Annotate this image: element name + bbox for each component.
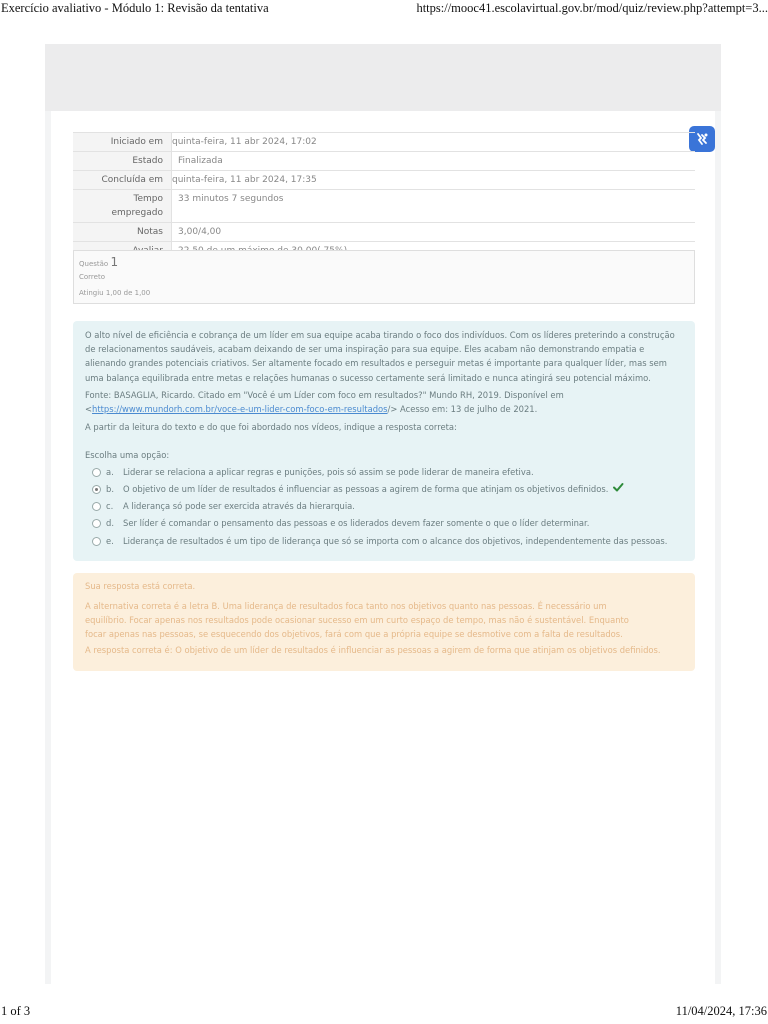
question-prompt: A partir da leitura do texto e do que foi abordado nos vídeos, indique a resposta correta: <box>85 422 457 432</box>
page-header-area <box>45 44 721 111</box>
option-letter: d. <box>106 518 114 528</box>
radio-button[interactable] <box>92 519 101 528</box>
option-letter: a. <box>106 467 114 477</box>
answer-feedback <box>73 573 695 671</box>
source-suffix: /> Acesso em: 13 de julho de 2021. <box>387 403 538 414</box>
radio-button[interactable] <box>92 537 101 546</box>
source-link[interactable]: https://www.mundorh.com.br/voce-e-um-lider-com-foco-em-resultados <box>92 403 388 414</box>
feedback-explanation: A alternativa correta é a letra B. Uma liderança de resultados foca tanto nos objetivos quanto nas pessoas. É necessário um equilíbrio. Focar apenas nos resultados pode ocasionar sucesso em um curto espaço de tempo, mas não é sustentável. Enquanto focar apenas nas pessoas, se esquecendo dos objetivos, fará com que a própria equipe se desmotive com a falta de resultados. <box>85 601 629 639</box>
summary-row-marks <box>73 223 695 242</box>
summary-row-state <box>73 152 695 171</box>
summary-value: quinta-feira, 11 abr 2024, 17:35 <box>172 171 696 190</box>
option-text: A liderança só pode ser exercida através da hierarquia. <box>123 501 355 511</box>
source-prefix: Fonte: BASAGLIA, Ricardo. Citado em "Você é um Líder com foco em resultados?" Mundo RH, 2019. Disponível em < <box>85 390 564 414</box>
question-label: Questão <box>79 260 109 268</box>
summary-value: quinta-feira, 11 abr 2024, 17:02 <box>172 133 696 152</box>
option-text: Liderança de resultados é um tipo de liderança que só se importa com o alcance dos objetivos, independentemente das pessoas. <box>123 536 668 546</box>
option-letter: c. <box>106 501 114 511</box>
print-page-title: Exercício avaliativo - Módulo 1: Revisão da tentativa <box>1 1 269 15</box>
question-grade: Atingiu 1,00 de 1,00 <box>79 289 151 297</box>
summary-value: 3,00/4,00 <box>172 223 696 242</box>
summary-label: Estado <box>73 152 172 171</box>
choose-option-label: Escolha uma opção: <box>85 450 170 460</box>
check-icon <box>612 481 624 493</box>
question-source <box>85 389 675 416</box>
answer-option-c[interactable] <box>92 501 682 515</box>
question-number-value: 1 <box>110 255 119 269</box>
question-content <box>73 321 695 561</box>
option-letter: b. <box>106 484 114 494</box>
feedback-correct-answer: A resposta correta é: O objetivo de um líder de resultados é influenciar as pessoas a agirem de forma que atinjam os objetivos definidos. <box>85 645 661 655</box>
answer-option-b[interactable] <box>92 484 682 498</box>
print-footer <box>0 1004 768 1024</box>
summary-label-line: Tempo <box>133 194 163 204</box>
print-page-url: https://mooc41.escolavirtual.gov.br/mod/quiz/review.php?attempt=3... <box>416 1 768 15</box>
option-text: Ser líder é comandar o pensamento das pessoas e os liderados devem fazer somente o que o líder determinar. <box>123 518 590 528</box>
summary-value: 33 minutos 7 segundos <box>172 190 696 223</box>
option-text: O objetivo de um líder de resultados é influenciar as pessoas a agirem de forma que atinjam os objetivos definidos. <box>123 484 609 494</box>
summary-row-started <box>73 133 695 152</box>
summary-label: Notas <box>73 223 172 242</box>
feedback-status: Sua resposta está correta. <box>85 581 196 591</box>
summary-label: Iniciado em <box>73 133 172 152</box>
summary-label <box>73 190 172 223</box>
print-page-number: 1 of 3 <box>1 1004 31 1018</box>
print-header <box>0 0 768 18</box>
answer-option-d[interactable] <box>92 518 682 532</box>
question-number <box>79 255 118 269</box>
radio-button-selected[interactable] <box>92 485 101 494</box>
print-datetime: 11/04/2024, 17:36 <box>675 1004 767 1018</box>
attempt-summary-table <box>73 132 695 261</box>
question-paragraph: O alto nível de eficiência e cobrança de um líder em sua equipe acaba tirando o foco dos indivíduos. Com os líderes preterindo a construção de relacionamentos saudáveis, acabam deixando de ser uma inspiração para sua equipe. Eles acabam não demonstrando empatia e alienando grandes potenciais criativos. Ser altamente focado em resultados e perseguir metas é importante para qualquer líder, mas sem uma balança equilibrada entre metas e relações humanas o sucesso certamente será limitado e nunca atingirá seu potencial máximo. <box>85 330 675 383</box>
summary-value: Finalizada <box>172 152 696 171</box>
radio-button[interactable] <box>92 502 101 511</box>
summary-row-completed <box>73 171 695 190</box>
option-text: Liderar se relaciona a aplicar regras e punições, pois só assim se pode liderar de maneira efetiva. <box>123 467 534 477</box>
summary-row-time <box>73 190 695 223</box>
summary-label: Concluída em <box>73 171 172 190</box>
question-info-box <box>73 250 695 304</box>
answer-option-a[interactable] <box>92 467 682 481</box>
option-letter: e. <box>106 536 114 546</box>
answer-option-e[interactable] <box>92 536 682 550</box>
question-state: Correto <box>79 273 105 281</box>
radio-button[interactable] <box>92 468 101 477</box>
summary-label-line: empregado <box>111 208 163 218</box>
accessibility-icon <box>694 131 710 147</box>
